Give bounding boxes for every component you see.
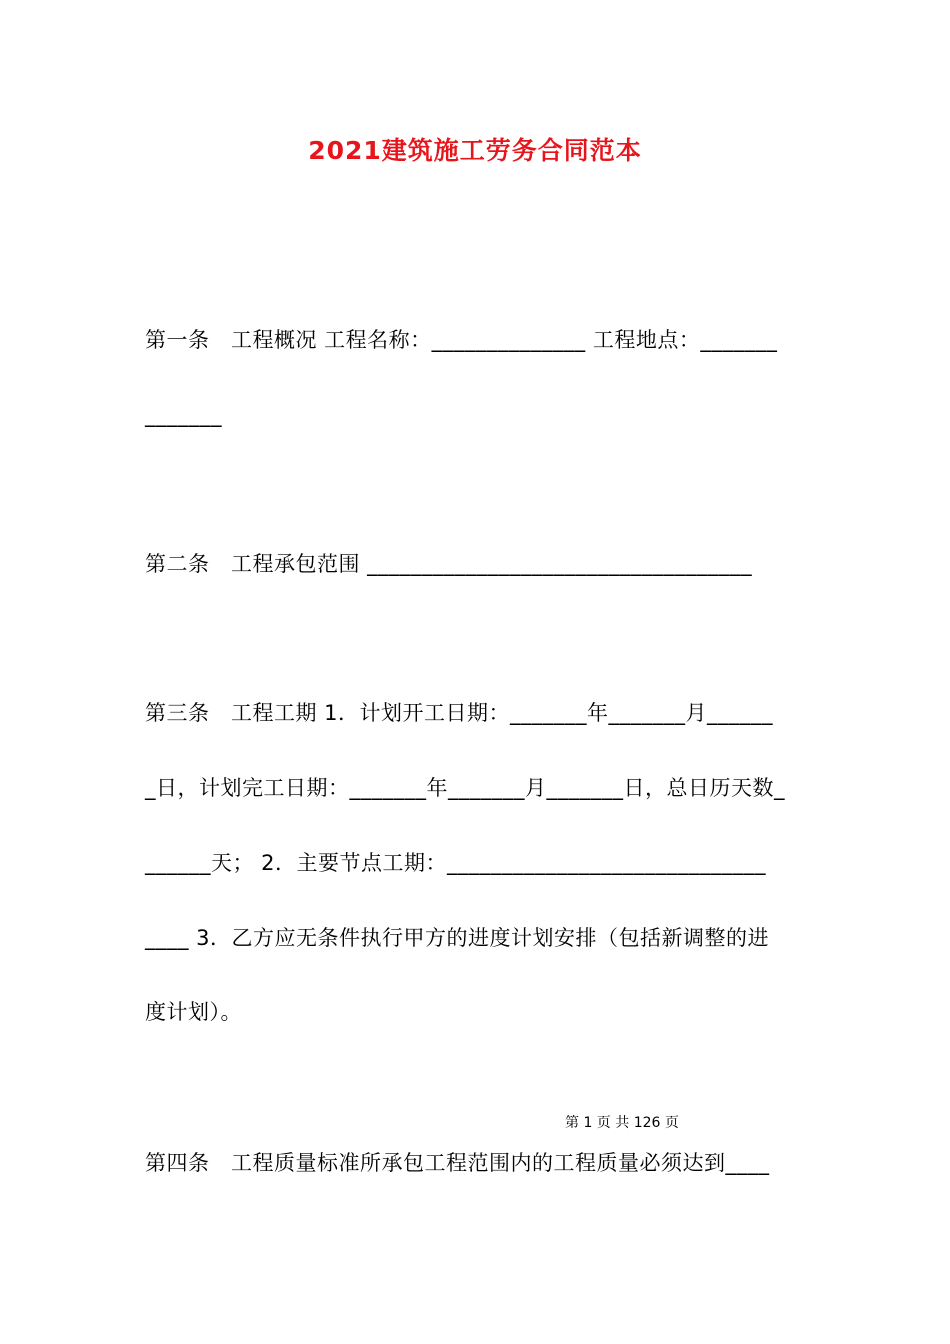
clause-3-line-4: ____ 3．乙方应无条件执行甲方的进度计划安排（包括新调整的进 bbox=[145, 926, 770, 950]
clause-3-line-3: ______天； 2．主要节点工期：_____________________________ bbox=[145, 851, 767, 875]
page-footer: 第 1 页 共 126 页 bbox=[565, 1115, 679, 1131]
clause-3-line-2: _日，计划完工日期：_______年_______月_______日，总日历天数_ bbox=[145, 776, 785, 800]
clause-1-line-2: _______ bbox=[145, 403, 222, 427]
clause-3-line-1: 第三条 工程工期 1．计划开工日期：_______年_______月______ bbox=[145, 701, 774, 725]
document-title: 2021建筑施工劳务合同范本 bbox=[308, 136, 642, 165]
clause-3-line-5: 度计划）。 bbox=[145, 1000, 242, 1024]
clause-4-line-1: 第四条 工程质量标准所承包工程范围内的工程质量必须达到____ bbox=[145, 1151, 770, 1175]
clause-2-line-1: 第二条 工程承包范围 ___________________________________ bbox=[145, 552, 753, 576]
clause-1-line-1: 第一条 工程概况 工程名称：______________ 工程地点：_______ bbox=[145, 328, 778, 352]
